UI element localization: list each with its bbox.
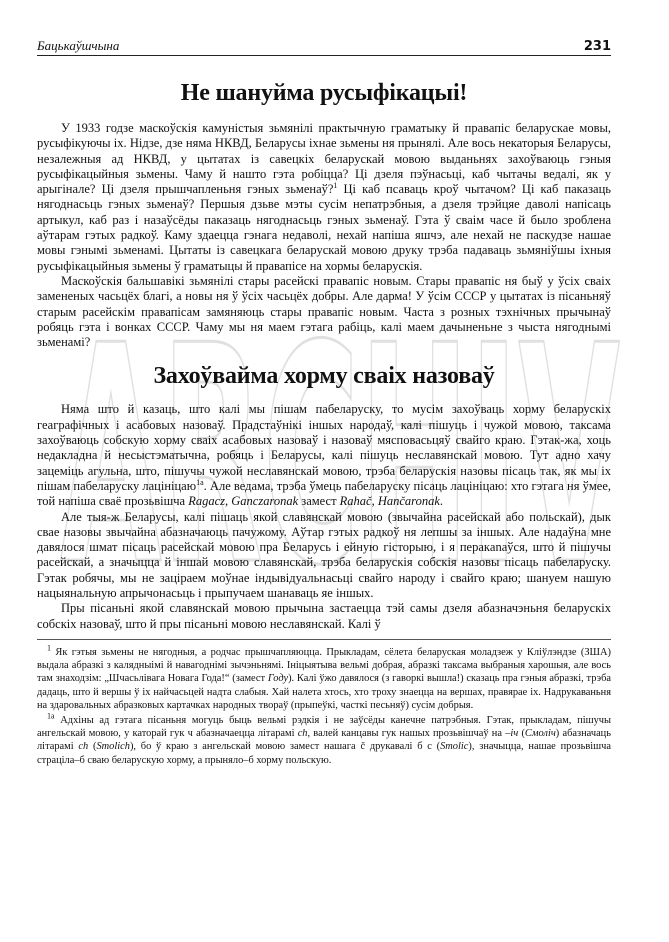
footnote-text: Як гэтыя зьмены не нягодныя, а родчас прышчапляюцца. Прыкладам, сёлета беларуская моладзеж у Кліўлэндзе (ЗША) выдала абразкі з калядныімі й навагоднімі зычэньнямі. Ініцыятыва вельмі добрая, абразкі таксама выбраныя харошыя, але вось там знаходзім: „Шчасьлівага Новага Года!“ (замест: [37, 646, 611, 685]
footnotes: [37, 639, 611, 767]
footnote-text: (: [518, 728, 525, 740]
paragraph-text: замест: [298, 494, 340, 509]
footnote-text: Адхіны ад гэтага пісаньня могуць быць вельмі рэдкія і не заўсёды канечне патрэбныя. Гэтак, прыкладам, пішучы ангельскай мовою, у каторай гук ч абазначаецца літарамі: [37, 714, 611, 740]
page-number: 231: [583, 39, 611, 54]
paragraph: [37, 402, 611, 509]
paragraph-text: Ці каб псаваць кроў чытачом? Ці каб паказаць нягоднасьць гэных зьменаў? Першыя дзьве мэты сусім непатрэбныя, а дзеля трэйцяе даволі напісаць артыкул, каб раз і назаўсёды паказаць нягоднасьць гэных зьменаў. Гэта ў сваім часе й было зроблена аўтарам гэтых радкоў. Каму здаецца гэнага недаволі, нехай напіша яшчэ, але нехай не паскудзе нашае мовы гэнымі зьменамі. Цытаты із савецкага беларускай мовою друку трэба падаваць зьмяніўшы іхныя русыфікацыйныя зьмены ў граматыцы й правапісе на хормы беларускія.: [37, 182, 611, 273]
footnote-italic: Smolic: [440, 741, 469, 753]
section-heading-russification: Не шануйма русыфікацыі!: [180, 80, 468, 106]
paragraph-text: У 1933 годзе маскоўскія камуністыя зьмянілі практычную граматыку й правапіс беларускае мовы, русыфікуючы іх. Нідзе, дзе няма НКВД, Беларусы іхнае зьмены ня прынялі. Але вось некаторыя Беларусы, незалежныя ад НКВД, у цытатах із савецкіх беларускай мовою выданьнях захоўваюць гэныя русыфікацыйныя зьмены. Чаму й нашто гэта робіцца? Ці дзеля пэўнасьці, каб чытачы ведалі, як у арыгінале? Ці дзеля прышчапленьня гэных зьменаў?: [37, 121, 611, 197]
footnote-text: ), бо ў краю з ангельскай мовою замест нашага č друкавалі б с (: [129, 741, 441, 753]
paragraph: Але тыя-ж Беларусы, калі пішаць якой славянскай мовою (звычайна расейскай або польскай), дык свае назовы звычайна абазначаюць пачужому. Аўтар гэтых радкоў ня лепшы за іншых. Але надаўна мне давялося шмат пісаць расейскай мовою пра Беларусь і ейную гісторыю, і я перакanaўся, што й пішучы расейскай, а значыцца й іншай мовою славянскай, трэба беларускія собскія назовы пісаць пабеларуску. Гэтак робячы, мы не заціраем моўнае індывідуальнасьці свайго народу і свайго краю; шануем нашую нацыянальную апрычонасьць і прыпучаем шанаваць яе іншых.: [37, 509, 611, 601]
italic-example: Ragacz, Ganczaronak: [188, 494, 299, 509]
running-head: [37, 38, 611, 56]
footnote-ref: 1: [333, 181, 338, 191]
footnote-italic: іч: [510, 728, 519, 740]
footnote-text: ), значыцца, нашае прозьвішча страціла–б сваю беларускую хорму, а прыняло–б хорму польскую.: [37, 741, 611, 766]
section-body-names: [37, 402, 611, 631]
footnote-text: ) абазначаць літарамі: [37, 728, 611, 753]
footnote-marker: 1а: [47, 711, 55, 721]
footnote-italic: Году: [267, 673, 289, 685]
footnote-ref: 1a: [196, 477, 204, 487]
footnote-italic: Смоліч: [524, 728, 556, 740]
page: [37, 38, 611, 769]
footnote-text: ). Калі ўжо давялося (з гаворкі вышла!) сказаць пра гэныя абразкі, трэба дадаць, што й вершы ў іх найчасьцей надта слабыя. Хай налета хтось, хто троху знаецца на вершах, правярае іх. Надрукаваньня на здаровальных абразковых картачках народных твораў (прыпеўкі, часткі песьняў) сусім добрыя.: [37, 673, 612, 711]
footnote: [37, 643, 612, 712]
section-heading-names: Захоўвайма хорму сваіх назоваў: [153, 363, 495, 390]
footnote-text: (: [88, 741, 97, 753]
paragraph-text: . Але ведама, трэба ўмець пабеларуску пісаць лацініцаю: хто гэтага ня ўмее, той напіша сваё прозьвішча: [37, 478, 612, 509]
watermark-text: ARCHIV: [60, 282, 621, 630]
italic-example: Rahač, Hančaronak: [339, 494, 440, 509]
footnote-italic: ch: [297, 728, 308, 740]
section-body-russification: [37, 121, 611, 350]
paragraph-text: Няма што й казаць, што калі мы пішам пабеларуску, то мусім захоўваць хорму беларускіх геаграфічных і асабовых назоваў. Прадстаўнікі іншых народаў, калі пішуць і чужой мовою, таксама захоўваюць собскую хорму сваіх асабовых назоваў і назоваў мясповасьцяў свайго краю. Гэтак-жа, хоць недакладна й несыстэматычна, робяць і Беларусы, калі пішуць неславянскай мовою. Тут адно хачу зацеміць агульна, што, пішучы чужой неславянскай мовою, трэба беларускія назовы пісаць так, як мы іх пішам пабеларуску лацініцаю: [37, 402, 611, 493]
footnote-italic: ch: [78, 741, 89, 753]
footnote-text: , валей канцавы гук нашых прозьвішчаў на –: [307, 728, 511, 740]
footnote-italic: Smolich: [96, 741, 130, 753]
paragraph: [37, 121, 611, 274]
paragraph: Пры пісаньні якой славянскай мовою прычына застаецца тэй самы дзеля абазначэньня беларускіх собскіх назоваў, што й пры пісаньні мовою неславянскай. Калі ў: [37, 601, 611, 631]
paragraph: Маскоўскія бальшавікі зьмянілі стары расейскі правапіс новым. Стары правапіс ня быў у ўсіх сваіх замененых часьцёх благі, а новы ня ў ўсіх часьцёх добры. Але дарма! У ўсім СССР у цытатах із пісаньняў старым расейскім правапісам замяняюць стары правапіс новым. Часта з розных тэхнічных прычынаў робяць гэта і вонках СССР. Чаму мы ня маем гэтага рабіць, калі маем дачыненьне з чыста нягоднымі зьменамі?: [37, 273, 611, 350]
paragraph-text: .: [439, 494, 444, 509]
footnote: [37, 711, 611, 767]
running-head-title: Бацькаўшчына: [37, 38, 120, 53]
footnote-marker: 1: [47, 643, 51, 653]
